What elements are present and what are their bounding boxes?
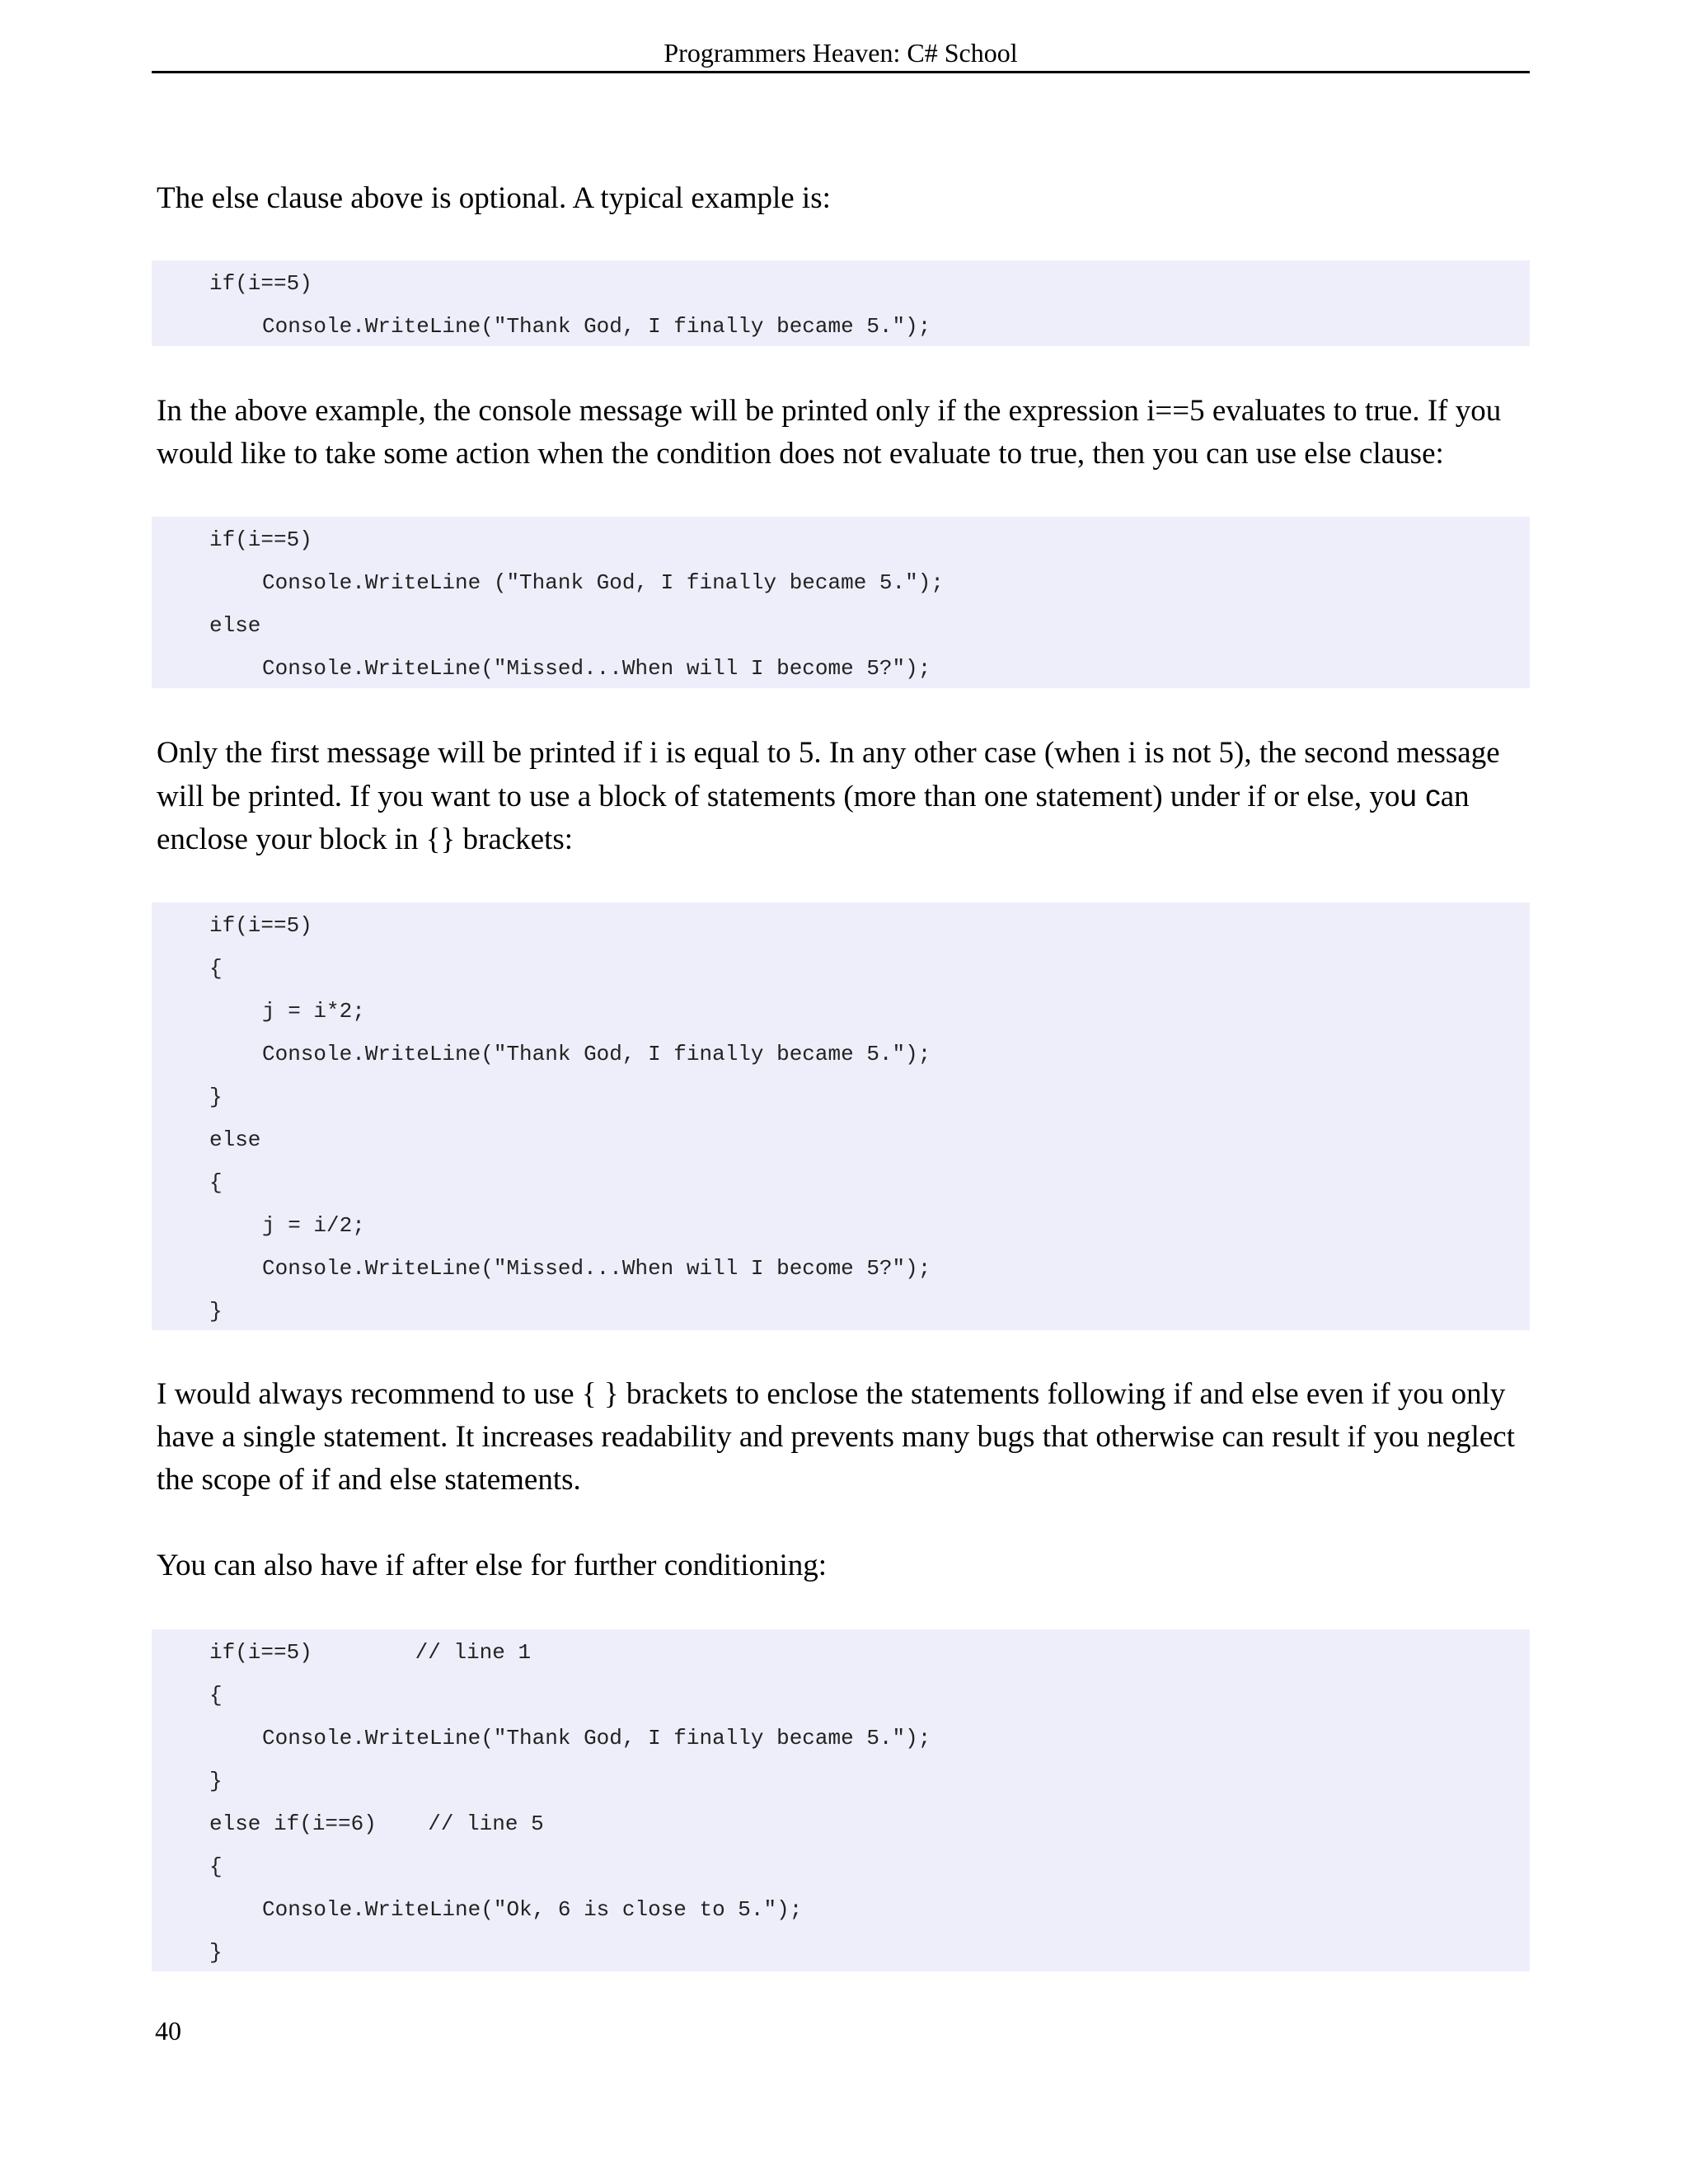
code-line: } (209, 1769, 223, 1793)
code-line: Console.WriteLine("Thank God, I finally became 5."); (262, 1042, 931, 1066)
code-block-braces (152, 902, 1530, 1330)
page-number: 40 (155, 2016, 181, 2046)
header-title: Programmers Heaven: C# School (663, 38, 1018, 68)
code-line: { (209, 1170, 223, 1195)
code-line: } (209, 1299, 223, 1324)
paragraph-console-message: In the above example, the console message will be printed only if the expression i==5 evaluates to true. If you would like to take some action when the condition does not evaluate to true, then you can use else clause: (157, 394, 1502, 471)
code-line: Console.WriteLine("Missed...When will I become 5?"); (262, 656, 931, 681)
code-line: Console.WriteLine("Thank God, I finally became 5."); (262, 1726, 931, 1750)
code-line: Console.WriteLine("Ok, 6 is close to 5."); (262, 1897, 803, 1922)
code-line: { (209, 1683, 223, 1708)
paragraph-text-sans: u c (1400, 779, 1441, 813)
code-line: j = i*2; (262, 999, 365, 1024)
code-line: Console.WriteLine("Missed...When will I become 5?"); (262, 1256, 931, 1281)
code-line: { (209, 956, 223, 981)
paragraph-else-if: You can also have if after else for further conditioning: (157, 1549, 828, 1582)
paragraph-text: Only the first message will be printed if i is equal to 5. In any other case (when i is not 5), the second message will be printed. If you want to use a block of statements (more than one statement) under if or else, yo (157, 736, 1500, 813)
code-line: j = i/2; (262, 1213, 365, 1238)
paragraph-recommendation: I would always recommend to use { } brackets to enclose the statements following if and else even if you only have a single statement. It increases readability and prevents many bugs that otherwise can result if you neglect the scope of if and else statements. (157, 1377, 1515, 1497)
page-header (152, 35, 1530, 73)
code-line: if(i==5) (209, 271, 312, 296)
code-block-else-if (152, 1629, 1530, 1971)
paragraph-text: an enclose your block in {} brackets: (157, 780, 1470, 856)
code-line: Console.WriteLine("Thank God, I finally became 5."); (262, 314, 931, 339)
code-line: else (209, 613, 261, 638)
paragraph-block-statements (157, 732, 1533, 861)
code-line: } (209, 1940, 223, 1965)
code-block-if-example (152, 260, 1530, 346)
code-line: else (209, 1127, 261, 1152)
paragraph-else-optional: The else clause above is optional. A typical example is: (157, 181, 831, 215)
code-line: else if(i==6) // line 5 (209, 1811, 544, 1836)
code-line: } (209, 1085, 223, 1109)
code-line: Console.WriteLine ("Thank God, I finally became 5."); (262, 570, 944, 595)
code-line: if(i==5) // line 1 (209, 1640, 532, 1665)
code-block-if-else (152, 517, 1530, 688)
code-line: if(i==5) (209, 913, 312, 938)
code-line: { (209, 1854, 223, 1879)
code-line: if(i==5) (209, 527, 312, 552)
